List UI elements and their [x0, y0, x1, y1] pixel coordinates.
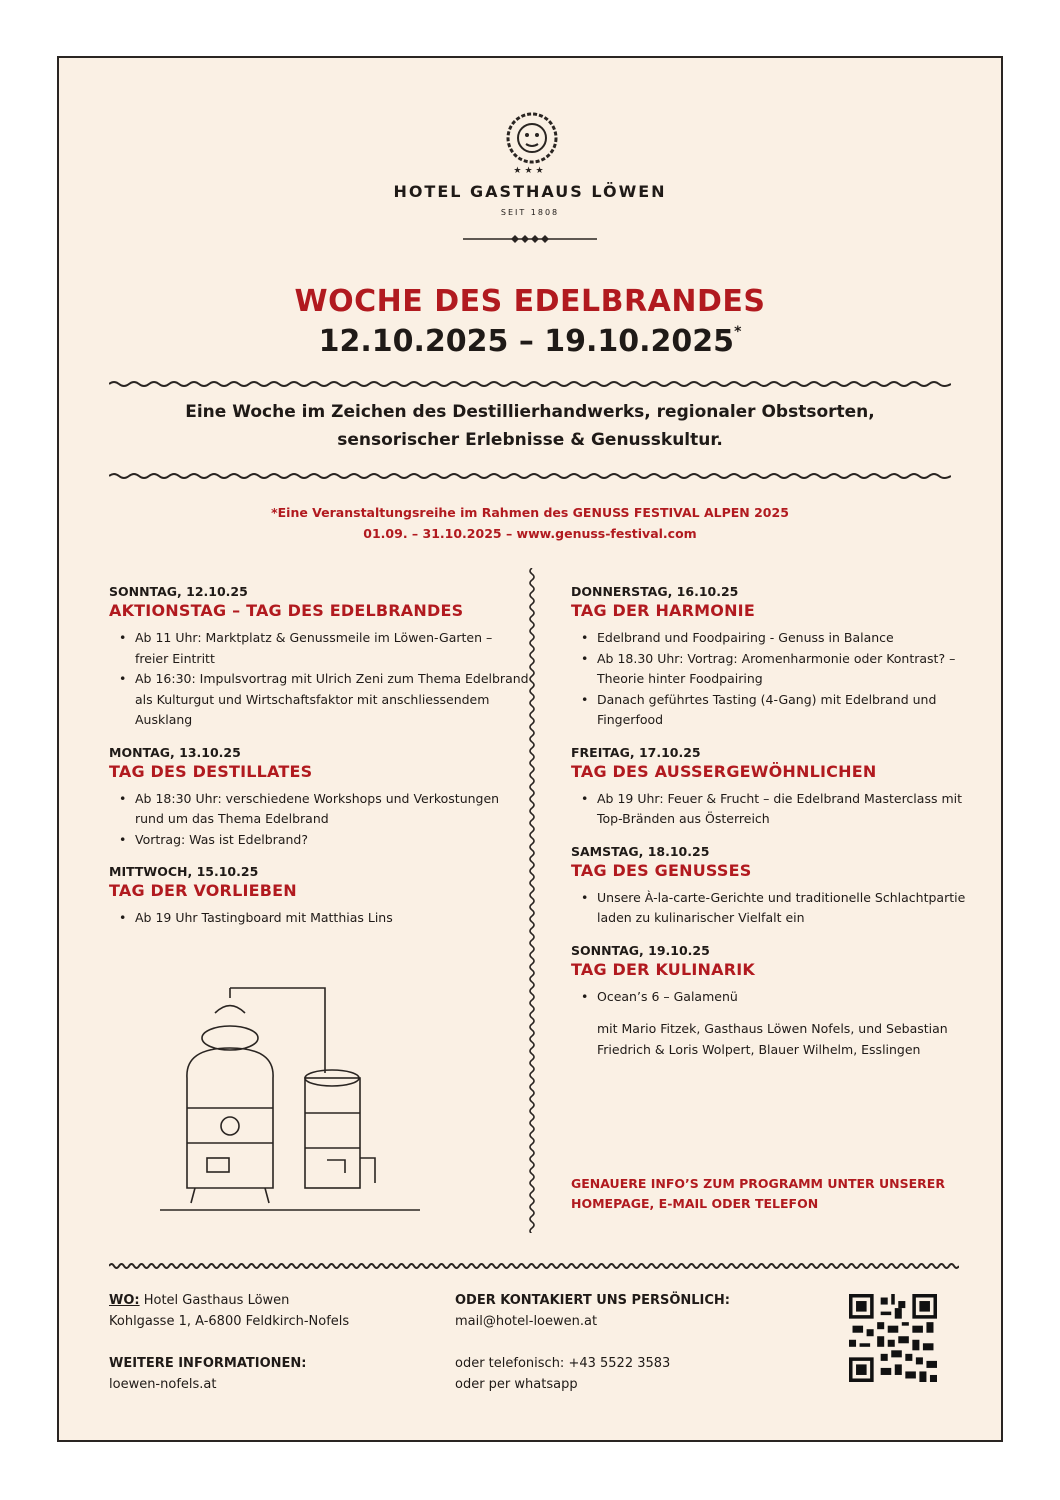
- hotel-since: SEIT 1808: [500, 208, 560, 217]
- event-dates-mark: *: [734, 324, 742, 340]
- column-divider: [528, 568, 536, 1233]
- day-item-text: Ab 18:30 Uhr: verschiedene Workshops und Verkostungen rund um das Thema Edelbrand: [135, 790, 500, 826]
- festival-line-1: *Eine Veranstaltungsreihe im Rahmen des GENUSS FESTIVAL ALPEN 2025: [271, 505, 789, 520]
- festival-note: [59, 502, 1001, 544]
- bullet-icon: •: [581, 650, 589, 666]
- day-date: MITTWOCH, 15.10.25: [109, 864, 259, 879]
- day-item-text: Ab 19 Uhr Tastingboard mit Matthias Lins: [135, 910, 393, 925]
- bullet-icon: •: [119, 910, 127, 925]
- hotel-name: HOTEL GASTHAUS LÖWEN: [393, 182, 667, 201]
- address: Kohlgasse 1, A-6800 Feldkirch-Nofels: [109, 1314, 350, 1329]
- day-date: MONTAG, 13.10.25: [109, 744, 241, 760]
- day-item: [119, 669, 529, 731]
- hotel-stars: ★★★: [513, 166, 547, 176]
- where-name: Hotel Gasthaus Löwen: [143, 1293, 290, 1308]
- day-item-text: Ab 16:30: Impulsvortrag mit Ulrich Zeni zum Thema Edelbrand als Kulturgut und Wirtschaftsfaktor mit anschliessendem Ausklang: [135, 671, 529, 727]
- where-label: WO:: [109, 1293, 140, 1308]
- day-item-text: Unsere À-la-carte-Gerichte und traditionelle Schlachtpartie laden zu kulinarischer Vielfalt ein: [597, 889, 966, 925]
- day-item: [581, 628, 991, 649]
- event-title: WOCHE DES EDELBRANDES: [294, 284, 766, 319]
- wavy-divider-top: [109, 380, 951, 388]
- day-date: SONNTAG, 12.10.25: [109, 584, 248, 599]
- distillery-still-illustration: [155, 978, 425, 1228]
- day-title: TAG DER HARMONIE: [571, 601, 755, 620]
- program-column-right: [571, 584, 991, 1074]
- event-dates: [59, 324, 1001, 359]
- day-item-text: Ab 11 Uhr: Marktplatz & Genussmeile im Löwen-Garten – freier Eintritt: [135, 630, 493, 666]
- bullet-icon: •: [581, 630, 589, 645]
- day-title: TAG DES GENUSSES: [571, 860, 752, 880]
- email-link[interactable]: mail@hotel-loewen.at: [455, 1314, 598, 1329]
- day-item: [119, 908, 529, 929]
- bullet-icon: •: [119, 630, 127, 645]
- footer-phone: [455, 1353, 815, 1395]
- day-items: [109, 628, 529, 731]
- wavy-divider-bottom: [109, 472, 951, 480]
- day-item: [119, 789, 529, 830]
- festival-line-2: 01.09. – 31.10.2025 – www.genuss-festival.com: [363, 526, 697, 541]
- day-extra: mit Mario Fitzek, Gasthaus Löwen Nofels, und Sebastian Friedrich & Loris Wolpert, Blauer Wilhelm, Esslingen: [597, 1021, 948, 1057]
- further-info-label: WEITERE INFORMATIONEN:: [109, 1356, 307, 1371]
- bullet-icon: •: [581, 790, 589, 806]
- day-item-text: Ab 18.30 Uhr: Vortrag: Aromenharmonie oder Kontrast? – Theorie hinter Foodpairing: [597, 650, 956, 686]
- day-block: [109, 745, 529, 851]
- day-items: [571, 987, 991, 1008]
- whatsapp-text: oder per whatsapp: [455, 1377, 578, 1392]
- day-item-text: Vortrag: Was ist Edelbrand?: [135, 831, 308, 847]
- contact-label: ODER KONTAKIERT UNS PERSÖNLICH:: [455, 1293, 730, 1308]
- event-poster: [57, 56, 1003, 1442]
- footer-contact: [455, 1290, 815, 1332]
- bullet-icon: •: [581, 889, 589, 905]
- bullet-icon: •: [119, 831, 127, 847]
- bullet-icon: •: [119, 671, 127, 686]
- day-item: [119, 628, 529, 669]
- day-item-text: Edelbrand und Foodpairing - Genuss in Balance: [597, 630, 894, 645]
- day-items: [109, 789, 529, 851]
- day-items: [571, 628, 991, 731]
- intro-text: [99, 398, 961, 454]
- day-item: [581, 690, 991, 731]
- day-date: SONNTAG, 19.10.25: [571, 942, 710, 958]
- day-block: [571, 584, 991, 731]
- footer-divider: [109, 1262, 959, 1270]
- day-date: FREITAG, 17.10.25: [571, 744, 701, 760]
- day-block: [571, 745, 991, 830]
- day-items: [109, 908, 529, 929]
- day-title: TAG DER KULINARIK: [571, 959, 755, 979]
- bullet-icon: •: [581, 988, 589, 1004]
- intro-line-2: sensorischer Erlebnisse & Genusskultur.: [337, 430, 723, 450]
- day-block: [571, 943, 991, 1061]
- more-info-note: GENAUERE INFO’S ZUM PROGRAMM UNTER UNSERER HOMEPAGE, E-MAIL ODER TELEFON: [571, 1176, 945, 1211]
- event-dates-text: 12.10.2025 – 19.10.2025: [318, 324, 735, 359]
- day-items: [571, 789, 991, 830]
- day-block: [571, 844, 991, 929]
- day-title: TAG DER VORLIEBEN: [109, 881, 297, 900]
- intro-line-1: Eine Woche im Zeichen des Destillierhandwerks, regionaler Obstsorten,: [185, 402, 875, 422]
- phone-text: oder telefonisch: +43 5522 3583: [455, 1356, 671, 1371]
- day-item-text: Ab 19 Uhr: Feuer & Frucht – die Edelbrand Masterclass mit Top-Bränden aus Österreich: [597, 790, 962, 826]
- day-date: SAMSTAG, 18.10.25: [571, 843, 710, 859]
- day-item: [119, 830, 529, 851]
- day-item: [581, 649, 991, 690]
- ornament-divider: [463, 234, 597, 244]
- website-link[interactable]: loewen-nofels.at: [109, 1377, 217, 1392]
- day-item: [581, 987, 991, 1008]
- qr-code[interactable]: [849, 1294, 937, 1382]
- day-item-text: Ocean’s 6 – Galamenü: [597, 988, 738, 1004]
- bullet-icon: •: [119, 790, 127, 806]
- footer-location: [109, 1290, 469, 1332]
- day-title: AKTIONSTAG – TAG DES EDELBRANDES: [109, 601, 464, 620]
- day-items: [571, 888, 991, 929]
- day-title: TAG DES AUSSERGEWÖHNLICHEN: [571, 761, 877, 781]
- day-date: DONNERSTAG, 16.10.25: [571, 584, 739, 599]
- day-block: [109, 864, 529, 929]
- day-item: [581, 789, 991, 830]
- day-item: [581, 888, 991, 929]
- day-block: [109, 584, 529, 731]
- program-column-left: [109, 584, 529, 943]
- footer-more-info: [109, 1353, 469, 1395]
- day-title: TAG DES DESTILLATES: [109, 761, 313, 781]
- day-item-text: Danach geführtes Tasting (4-Gang) mit Edelbrand und Fingerfood: [597, 691, 937, 727]
- bullet-icon: •: [581, 691, 589, 707]
